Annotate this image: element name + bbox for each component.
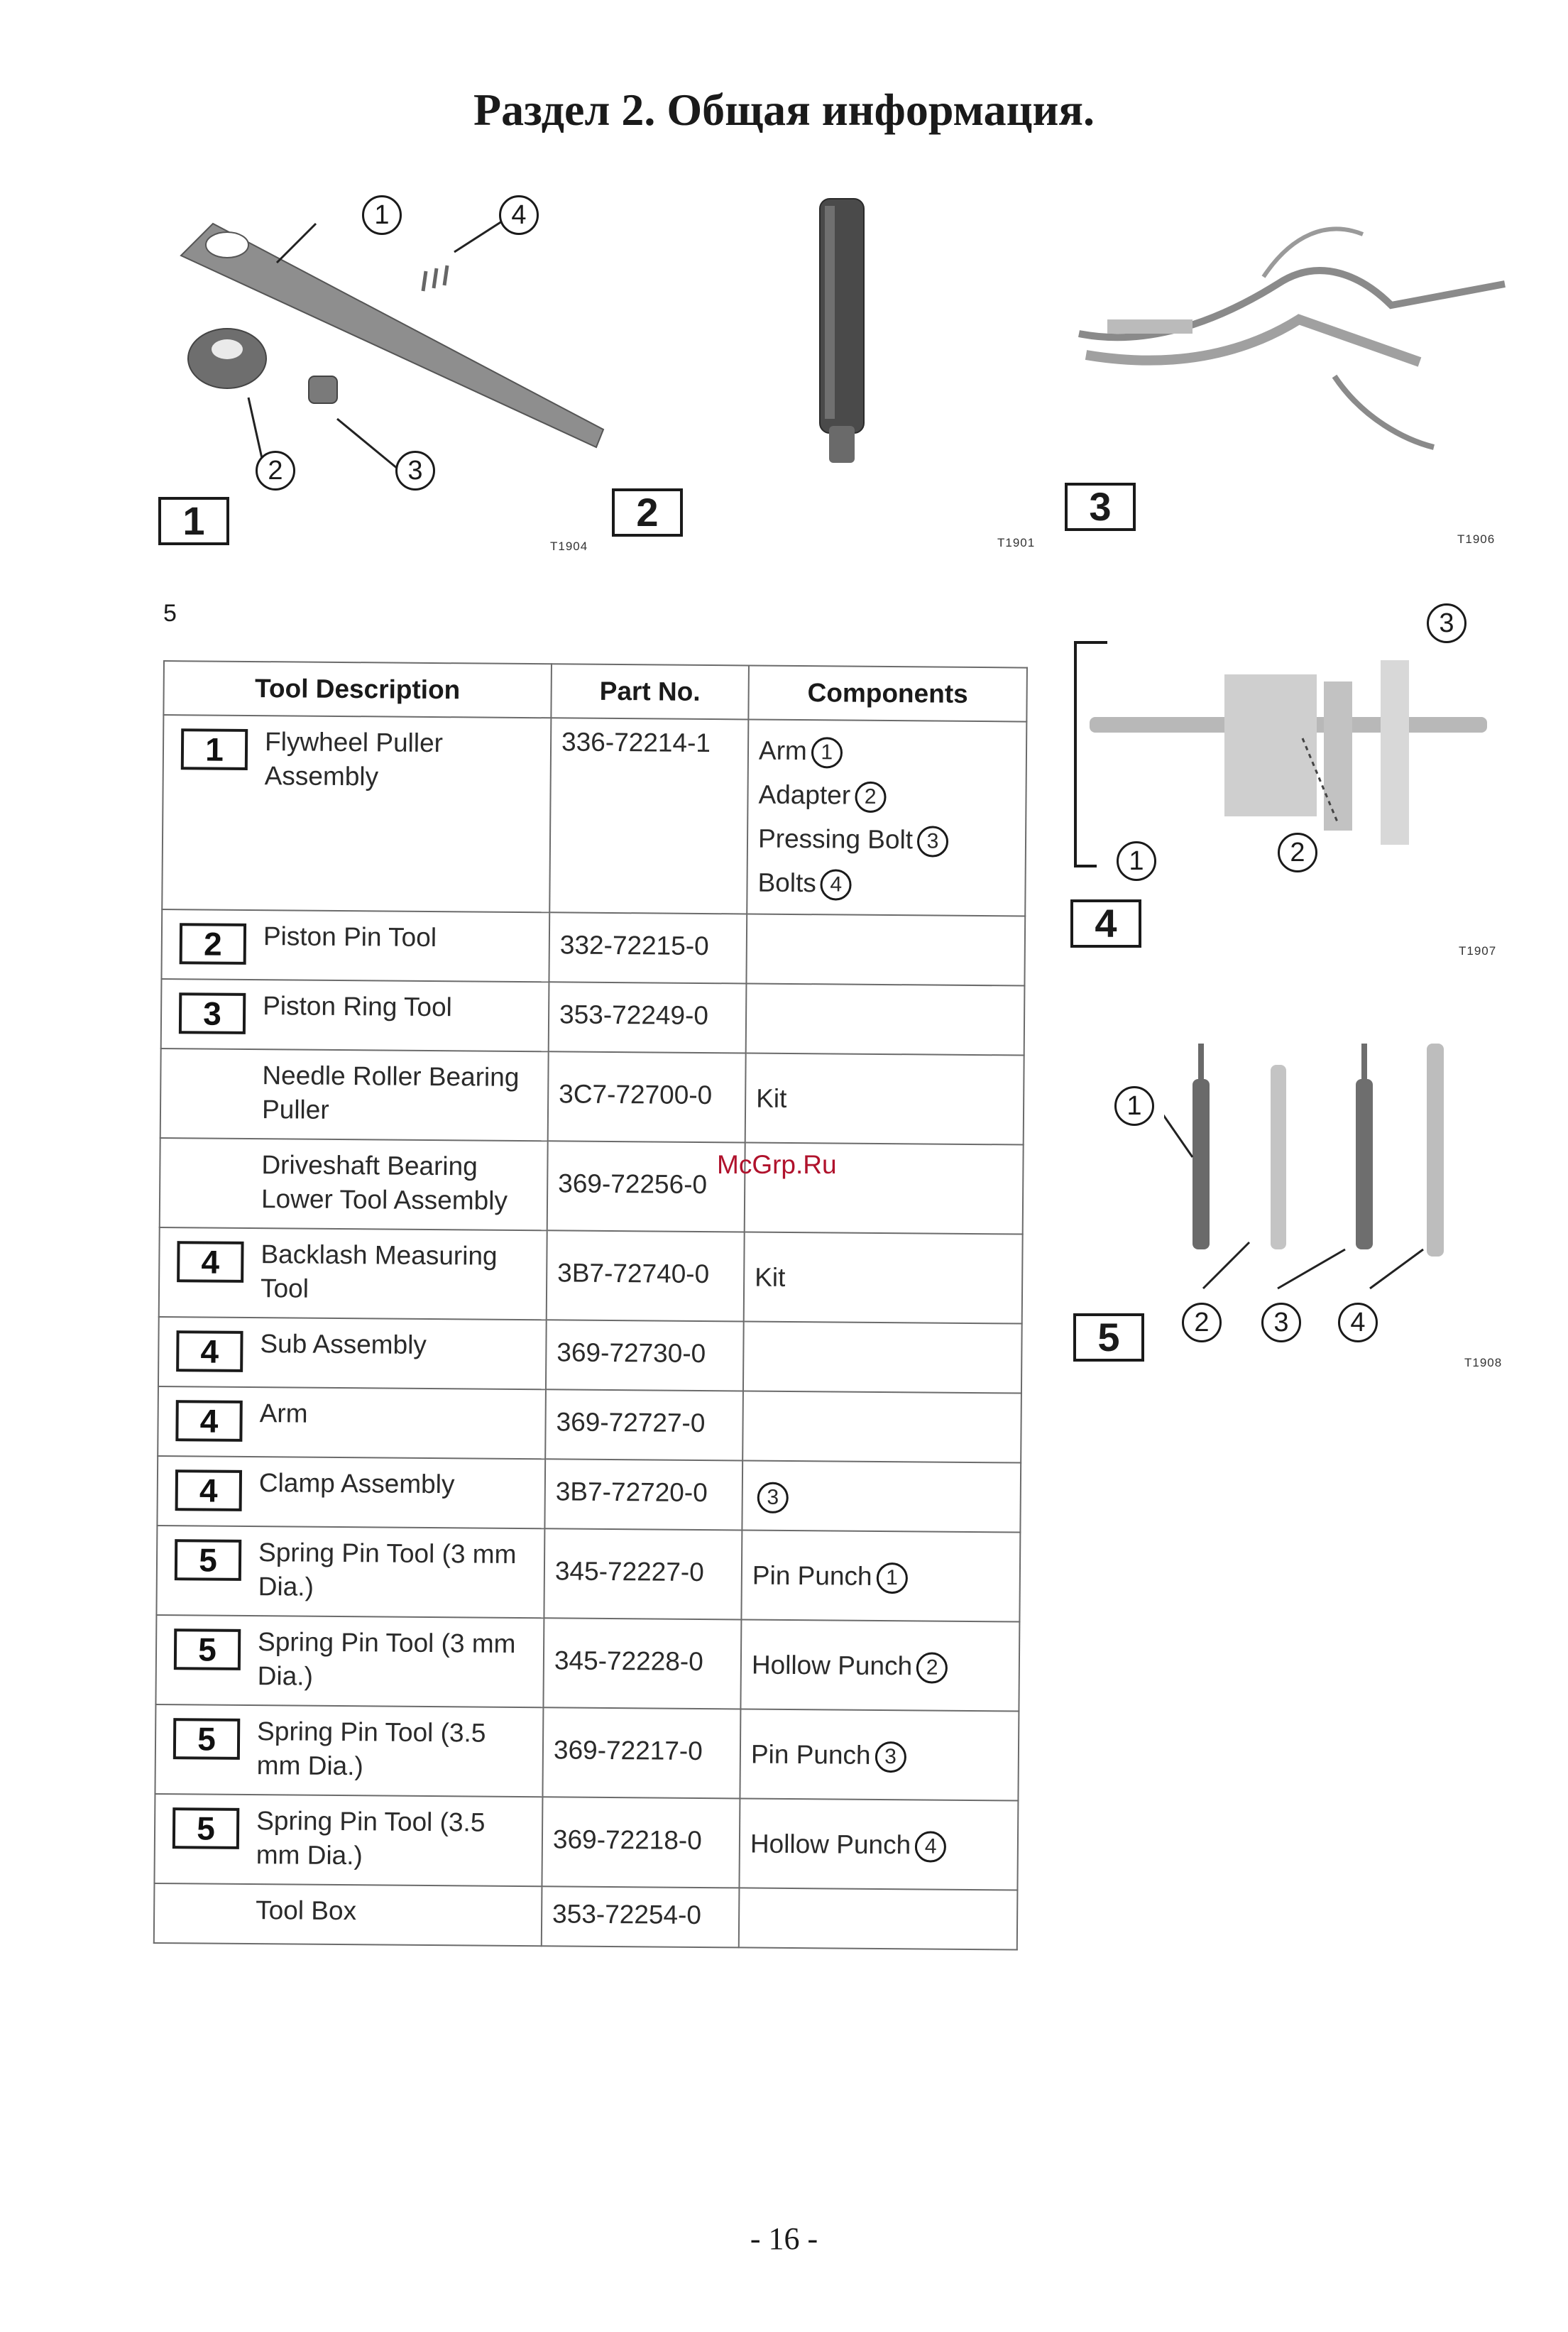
tool-description [169, 1326, 535, 1374]
components-cell [740, 1709, 1019, 1800]
figure-5-number: 5 [1073, 1313, 1144, 1362]
tool-description-cell [161, 909, 549, 982]
table-header-row [163, 661, 1027, 722]
figure-reference-box: 1 [181, 728, 248, 770]
tool-description-text: Spring Pin Tool (3 mm Dia.) [257, 1627, 516, 1691]
component-item [752, 1554, 1009, 1600]
tool-description-text: Spring Pin Tool (3.5 mm Dia.) [256, 1806, 486, 1871]
part-number: 345-72228-0 [543, 1618, 741, 1709]
components-cell [739, 1888, 1018, 1949]
tool-description-cell [161, 979, 549, 1051]
component-reference-circle: 3 [757, 1482, 789, 1513]
figure-5-callout-1: 1 [1114, 1086, 1154, 1126]
figure-reference-box: 4 [175, 1400, 242, 1442]
figure-5-code: T1908 [1464, 1356, 1503, 1369]
tools-table [153, 660, 1028, 1951]
tool-description-cell [159, 1227, 547, 1320]
tool-description-text: Arm [259, 1398, 308, 1428]
tool-description [168, 1465, 534, 1513]
tool-description-text: Backlash Measuring Tool [260, 1239, 498, 1303]
figure-5-photo [1164, 1036, 1484, 1292]
tool-description [172, 988, 538, 1036]
tool-description-text: Tool Box [256, 1895, 357, 1926]
part-number: 3B7-72720-0 [544, 1459, 742, 1530]
tool-description [170, 1147, 537, 1218]
table-row [159, 1227, 1023, 1324]
table-row [158, 1386, 1021, 1463]
figure-1-callout-4: 4 [499, 195, 539, 235]
component-label: Adapter [758, 779, 851, 810]
component-label: Kit [755, 1262, 786, 1292]
component-reference-circle: 4 [821, 870, 852, 901]
header-components: Components [748, 665, 1027, 721]
table-row [157, 1456, 1021, 1533]
figure-reference-box: 5 [173, 1718, 240, 1760]
tool-description [165, 1893, 531, 1929]
component-item [756, 1077, 1013, 1123]
component-reference-circle: 2 [855, 782, 886, 813]
tool-description-text: Piston Pin Tool [263, 921, 437, 953]
tool-description-text: Sub Assembly [260, 1329, 427, 1359]
figure-2-number: 2 [612, 488, 683, 537]
table-row [160, 1049, 1024, 1145]
tool-description [166, 1714, 533, 1785]
tool-description-text: Spring Pin Tool (3.5 mm Dia.) [256, 1717, 486, 1781]
tool-description [168, 1535, 534, 1606]
component-label: Pressing Bolt [757, 823, 914, 855]
figure-3-number: 3 [1065, 483, 1136, 531]
tool-description [168, 1396, 534, 1444]
page-title: Раздел 2. Общая информация. [473, 84, 1095, 135]
part-number: 345-72227-0 [544, 1528, 742, 1619]
figure-reference-box: 2 [180, 923, 246, 965]
watermark: McGrp.Ru [717, 1150, 837, 1179]
table-row [161, 979, 1025, 1056]
figure-reference-box: 3 [179, 992, 246, 1034]
tool-description-text: Driveshaft Bearing Lower Tool Assembly [261, 1150, 508, 1215]
part-number: 369-72730-0 [546, 1320, 744, 1391]
table-row [154, 1794, 1018, 1890]
part-number: 336-72214-1 [549, 718, 748, 914]
figure-2-code: T1901 [997, 536, 1036, 549]
part-number: 369-72217-0 [542, 1707, 740, 1798]
component-reference-circle: 2 [916, 1653, 948, 1684]
tool-description-cell [158, 1317, 547, 1389]
figure-1-callout-2: 2 [256, 451, 295, 491]
table-row [155, 1704, 1019, 1801]
figure-reference-box: 5 [174, 1628, 241, 1670]
components-cell [742, 1460, 1021, 1532]
tool-description-cell [156, 1526, 544, 1618]
tool-description [171, 1058, 538, 1129]
figure-1-code: T1904 [550, 540, 588, 553]
table-row [161, 909, 1025, 986]
component-label: Pin Punch [750, 1739, 871, 1770]
tool-description-text: Flywheel Puller Assembly [264, 727, 444, 792]
component-label: Arm [758, 735, 808, 766]
figure-5-callout-3: 3 [1261, 1303, 1301, 1342]
figure-reference-box: 4 [176, 1330, 243, 1372]
table-row [156, 1526, 1020, 1622]
tool-description-cell [155, 1615, 544, 1707]
tool-description [174, 724, 541, 795]
component-label: Hollow Punch [751, 1650, 913, 1681]
tool-description [167, 1624, 534, 1695]
table-row [160, 1138, 1024, 1235]
part-number: 369-72218-0 [542, 1797, 740, 1888]
component-item [753, 1474, 1010, 1521]
tool-description-cell [160, 1138, 548, 1230]
part-number: 369-72256-0 [547, 1141, 745, 1232]
tool-description-cell [157, 1456, 545, 1528]
components-cell [741, 1530, 1020, 1621]
table-row [158, 1317, 1022, 1394]
section-mark: 5 [163, 600, 177, 627]
figure-5-callout-4: 4 [1338, 1303, 1378, 1342]
part-number: 3B7-72740-0 [547, 1230, 745, 1321]
part-number: 3C7-72700-0 [548, 1051, 746, 1142]
figure-4-number: 4 [1070, 899, 1141, 948]
header-tool-description: Tool Description [163, 661, 552, 718]
component-reference-circle: 1 [876, 1562, 907, 1594]
components-cell [739, 1798, 1018, 1890]
tool-description-cell [155, 1704, 543, 1797]
figure-4-callout-2: 2 [1278, 833, 1317, 872]
component-item [752, 1643, 1009, 1690]
part-number: 369-72727-0 [545, 1389, 743, 1460]
component-item [757, 861, 1014, 907]
figure-2-photo [795, 192, 887, 469]
page-number: - 16 - [750, 2221, 818, 2256]
component-label: Bolts [757, 867, 816, 898]
components-cell [744, 1232, 1023, 1323]
component-item [755, 1256, 1011, 1302]
tool-description-cell [162, 715, 551, 912]
figure-reference-box: 5 [175, 1539, 241, 1581]
component-reference-circle: 3 [917, 826, 948, 858]
figure-reference-box: 4 [175, 1469, 242, 1511]
part-number: 353-72249-0 [549, 982, 747, 1053]
components-cell [745, 1053, 1024, 1144]
component-label: Pin Punch [752, 1560, 872, 1591]
component-reference-circle: 4 [915, 1832, 946, 1863]
figure-reference-box: 5 [172, 1807, 239, 1849]
component-item [751, 1733, 1008, 1779]
tool-description-text: Spring Pin Tool (3 mm Dia.) [258, 1538, 517, 1602]
figure-1-number: 1 [158, 497, 229, 545]
tool-description-cell [154, 1883, 542, 1946]
table-row [162, 715, 1026, 916]
components-cell [740, 1619, 1019, 1711]
components-cell [746, 914, 1025, 985]
components-cell [747, 719, 1026, 916]
components-cell [743, 1321, 1022, 1393]
component-item [758, 773, 1015, 819]
table-row [154, 1883, 1018, 1950]
tool-description [170, 1237, 537, 1308]
tool-description-text: Needle Roller Bearing Puller [261, 1061, 520, 1124]
tool-description [172, 919, 539, 967]
tool-description-text: Piston Ring Tool [263, 991, 453, 1022]
figure-1-callout-3: 3 [395, 451, 435, 491]
component-label: Kit [756, 1083, 787, 1113]
components-cell [742, 1391, 1021, 1462]
figure-5-callout-2: 2 [1182, 1303, 1222, 1342]
component-item [758, 817, 1015, 863]
tools-table-body [154, 715, 1027, 1949]
components-cell [746, 983, 1025, 1055]
component-reference-circle: 3 [875, 1741, 906, 1773]
tool-description [165, 1803, 532, 1874]
header-part-no: Part No. [551, 664, 749, 719]
figure-3-photo [1065, 206, 1519, 476]
figure-4-callout-1: 1 [1117, 841, 1156, 881]
tool-description-text: Clamp Assembly [258, 1468, 455, 1499]
component-item [759, 729, 1016, 775]
figure-1-callout-1: 1 [362, 195, 402, 235]
component-item [750, 1822, 1007, 1868]
figure-4-callout-3: 3 [1427, 603, 1466, 643]
figure-reference-spacer [178, 1147, 245, 1148]
figure-3-code: T1906 [1457, 532, 1496, 546]
component-reference-circle: 1 [811, 737, 843, 768]
part-number: 332-72215-0 [549, 912, 747, 983]
tool-description-cell [158, 1386, 546, 1459]
part-number: 353-72254-0 [542, 1886, 740, 1947]
tool-description-cell [160, 1049, 549, 1141]
figure-reference-box: 4 [177, 1241, 243, 1283]
component-label: Hollow Punch [750, 1829, 911, 1860]
figure-4-code: T1907 [1459, 944, 1497, 958]
table-row [155, 1615, 1019, 1712]
tool-description-cell [154, 1794, 542, 1886]
